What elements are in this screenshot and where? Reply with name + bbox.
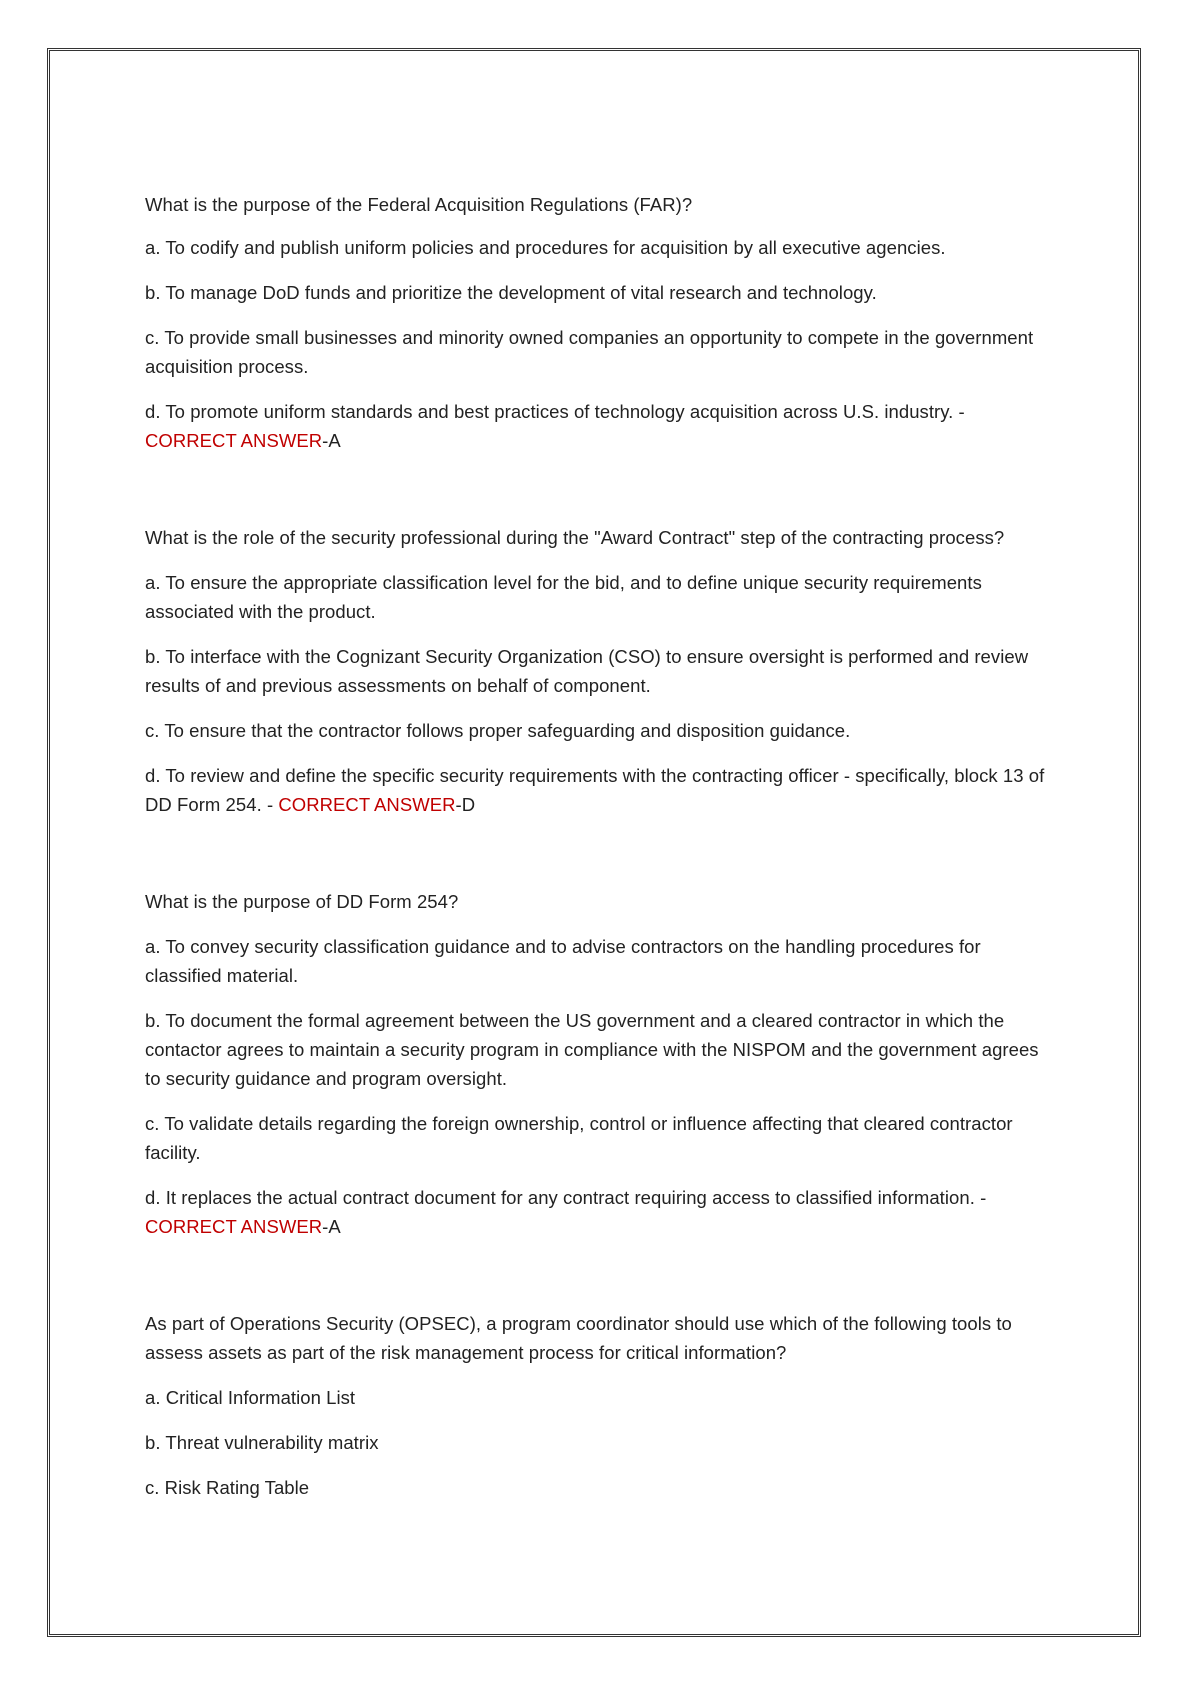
question-prompt: What is the purpose of the Federal Acquisition Regulations (FAR)? xyxy=(145,194,693,215)
answer-option-a: a. Critical Information List xyxy=(145,1387,356,1408)
question-prompt: What is the purpose of DD Form 254? xyxy=(145,891,459,912)
question-block-3 xyxy=(145,887,1045,1241)
answer-option-d xyxy=(145,761,1045,819)
correct-answer-value: -A xyxy=(322,430,341,451)
correct-answer-label: CORRECT ANSWER xyxy=(278,794,456,815)
answer-option-d-text: d. To review and define the specific security requirements with the contracting officer - specifically, block 13 of DD Form 254. - xyxy=(145,765,1045,815)
question-block-1 xyxy=(145,190,1045,455)
answer-option-a: a. To convey security classification guidance and to advise contractors on the handling procedures for classified material. xyxy=(145,936,981,986)
correct-answer-value: -D xyxy=(455,794,476,815)
question-prompt: As part of Operations Security (OPSEC), a program coordinator should use which of the following tools to assess assets as part of the risk management process for critical information? xyxy=(145,1313,1012,1363)
answer-option-d-text: d. It replaces the actual contract document for any contract requiring access to classified information. - xyxy=(145,1187,987,1208)
question-block-4 xyxy=(145,1309,1045,1502)
answer-option-a: a. To ensure the appropriate classification level for the bid, and to define unique security requirements associated with the product. xyxy=(145,572,982,622)
answer-option-d xyxy=(145,397,1045,455)
answer-option-b: b. To document the formal agreement between the US government and a cleared contractor in which the contactor agrees to maintain a security program in compliance with the NISPOM and the government agrees to security guidance and program oversight. xyxy=(145,1010,1039,1089)
answer-option-c: c. To validate details regarding the foreign ownership, control or influence affecting that cleared contractor facility. xyxy=(145,1113,1013,1163)
question-block-2 xyxy=(145,523,1045,819)
question-prompt: What is the role of the security professional during the "Award Contract" step of the contracting process? xyxy=(145,527,1005,548)
answer-option-d-text: d. To promote uniform standards and best practices of technology acquisition across U.S. industry. - xyxy=(145,401,965,422)
correct-answer-label: CORRECT ANSWER xyxy=(145,430,323,451)
answer-option-b: b. Threat vulnerability matrix xyxy=(145,1432,379,1453)
answer-option-d xyxy=(145,1183,1045,1241)
answer-option-c: c. To ensure that the contractor follows proper safeguarding and disposition guidance. xyxy=(145,720,851,741)
answer-option-c: c. Risk Rating Table xyxy=(145,1477,310,1498)
answer-option-c: c. To provide small businesses and minority owned companies an opportunity to compete in the government acquisition process. xyxy=(145,327,1034,377)
answer-option-b: b. To interface with the Cognizant Security Organization (CSO) to ensure oversight is performed and review results of and previous assessments on behalf of component. xyxy=(145,646,1029,696)
document-content xyxy=(145,190,1045,1570)
correct-answer-value: -A xyxy=(322,1216,341,1237)
answer-option-b: b. To manage DoD funds and prioritize the development of vital research and technology. xyxy=(145,282,877,303)
answer-option-a: a. To codify and publish uniform policies and procedures for acquisition by all executive agencies. xyxy=(145,237,946,258)
correct-answer-label: CORRECT ANSWER xyxy=(145,1216,323,1237)
